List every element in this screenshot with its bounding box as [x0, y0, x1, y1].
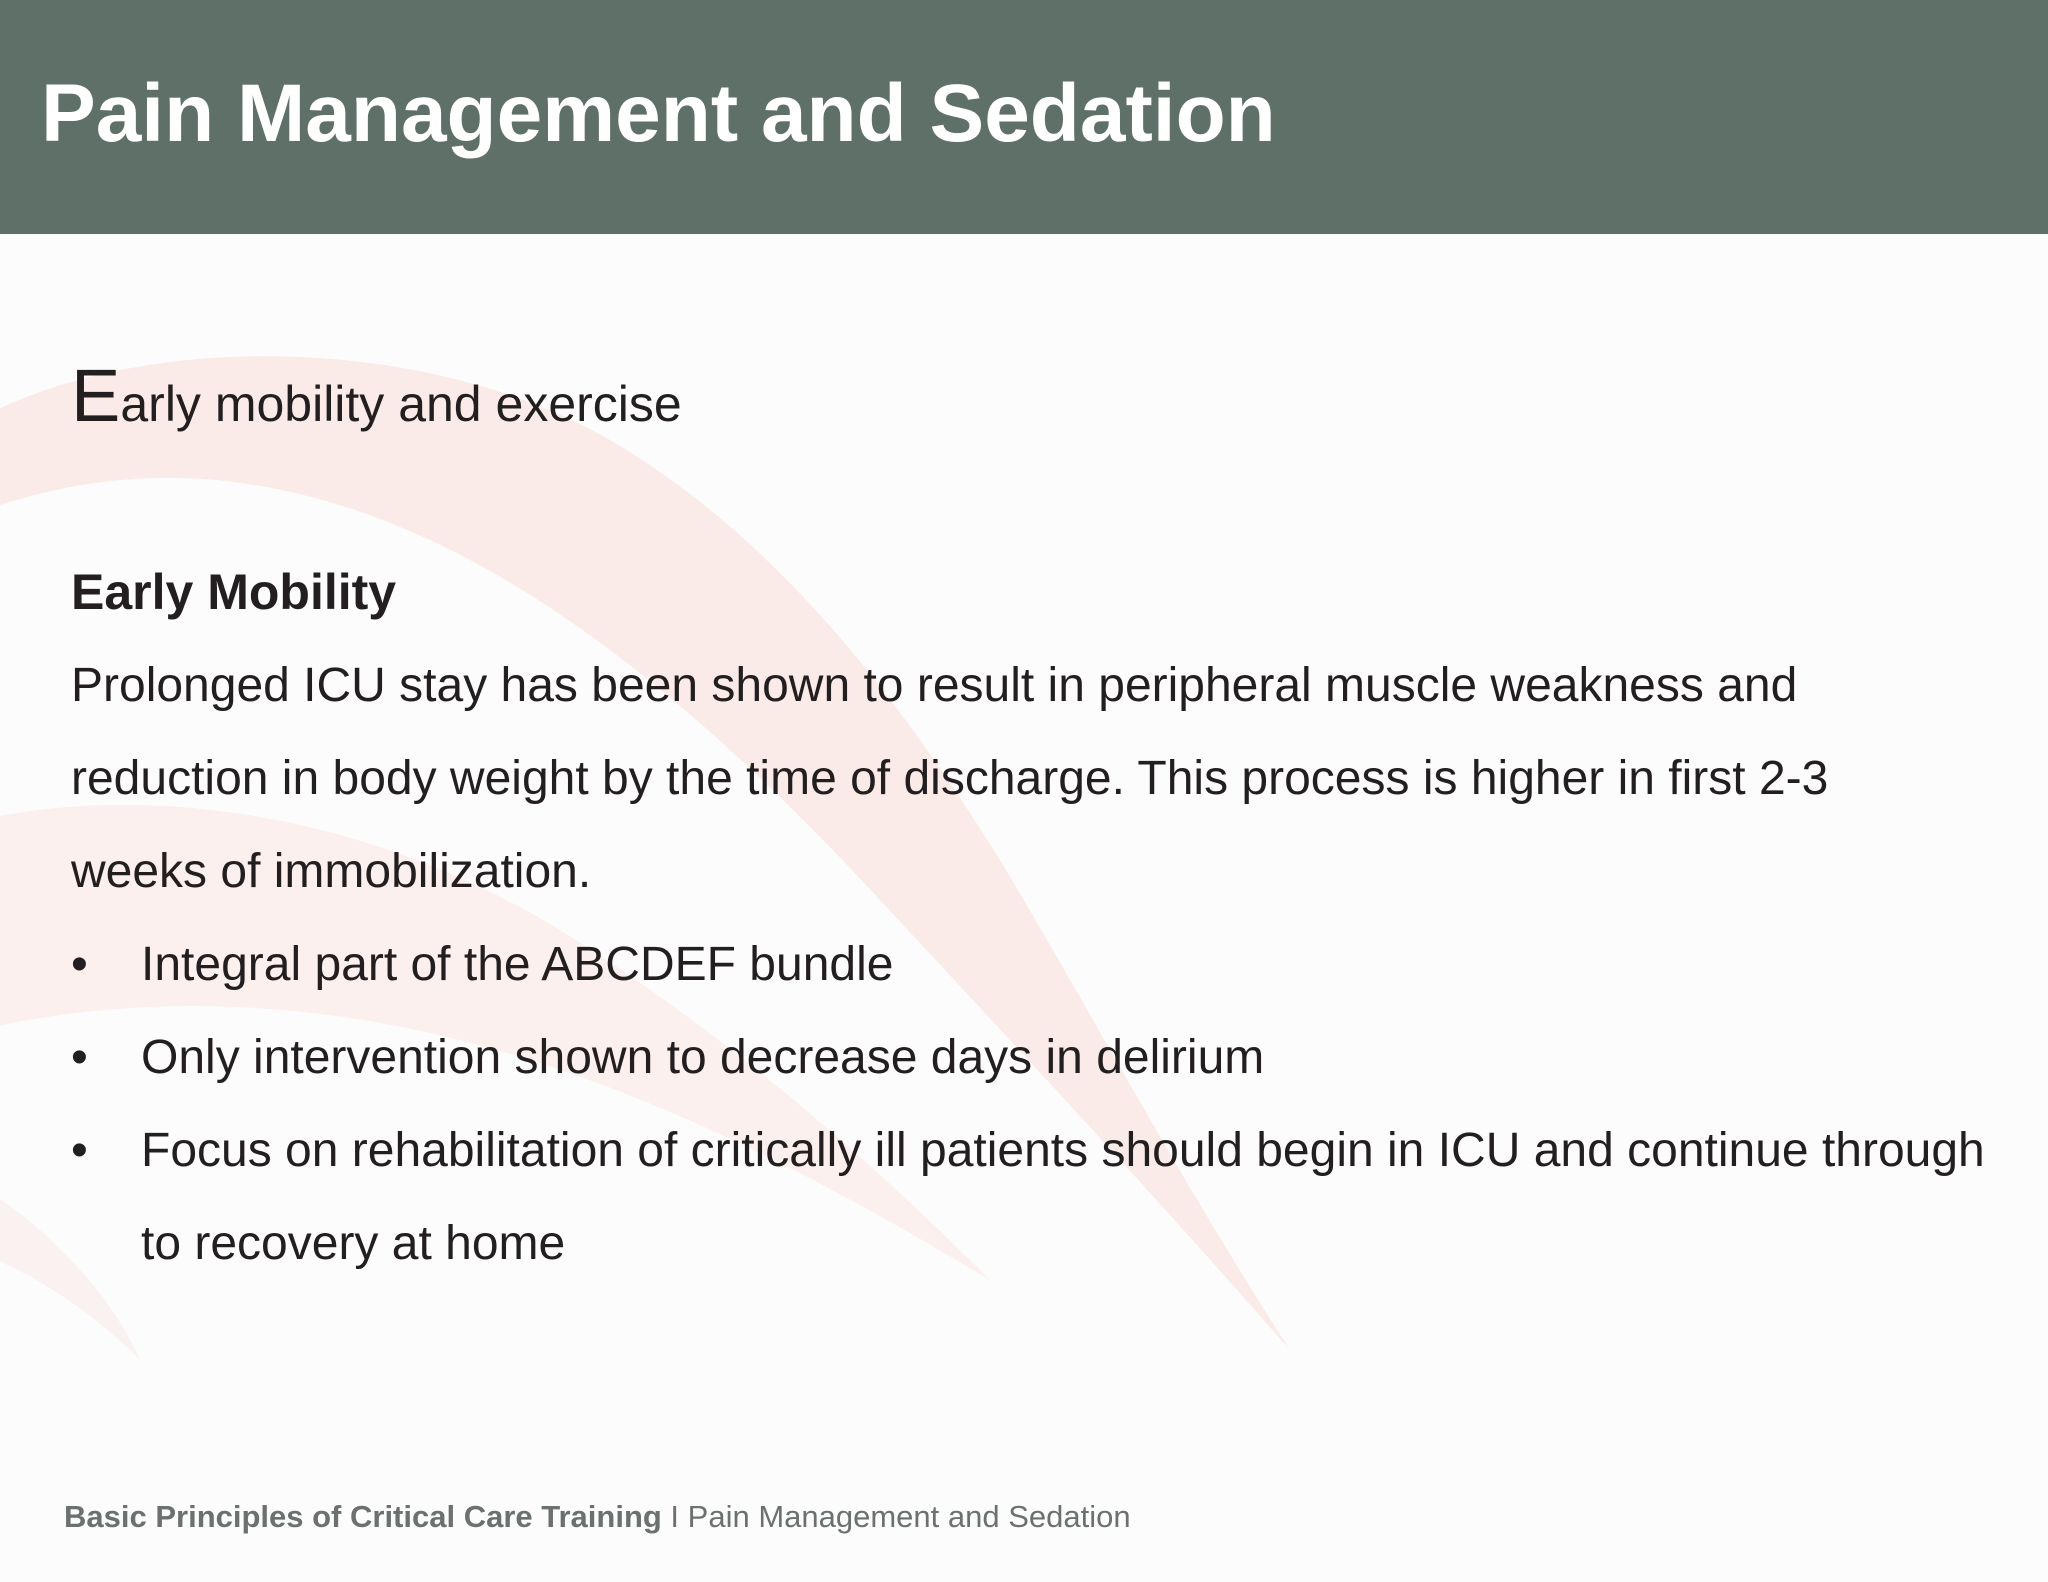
bullet-text: Only intervention shown to decrease days in delirium: [141, 1031, 1265, 1084]
bullet-list: [71, 918, 2001, 1290]
bullet-icon: •: [71, 938, 88, 991]
paragraph-line: reduction in body weight by the time of discharge. This process is higher in first 2-3: [71, 752, 1829, 805]
footer-topic: Pain Management and Sedation: [687, 1499, 1131, 1534]
subtitle-text: arly mobility and exercise: [120, 376, 682, 432]
list-item: [71, 1011, 2001, 1104]
list-item: [71, 1104, 2001, 1290]
slide-title: Pain Management and Sedation: [41, 68, 1276, 159]
title-bar: [0, 0, 2048, 234]
subtitle-initial-letter: E: [71, 354, 121, 437]
bullet-icon: •: [71, 1031, 88, 1084]
paragraph-line: Prolonged ICU stay has been shown to result in peripheral muscle weakness and: [71, 659, 1798, 712]
bullet-icon: •: [71, 1124, 88, 1177]
slide-content: [71, 546, 2001, 1290]
footer-separator: I: [661, 1499, 688, 1534]
list-item: [71, 918, 2001, 1011]
bullet-text: Integral part of the ABCDEF bundle: [141, 938, 894, 991]
paragraph-line: weeks of immobilization.: [71, 845, 592, 898]
bullet-text: Focus on rehabilitation of critically ill patients should begin in ICU and continue through to recovery at home: [141, 1124, 1985, 1270]
slide-footer: [64, 1497, 1131, 1537]
slide-subtitle: [71, 348, 682, 452]
section-heading: Early Mobility: [71, 564, 397, 620]
footer-course-name: Basic Principles of Critical Care Training: [64, 1499, 662, 1534]
